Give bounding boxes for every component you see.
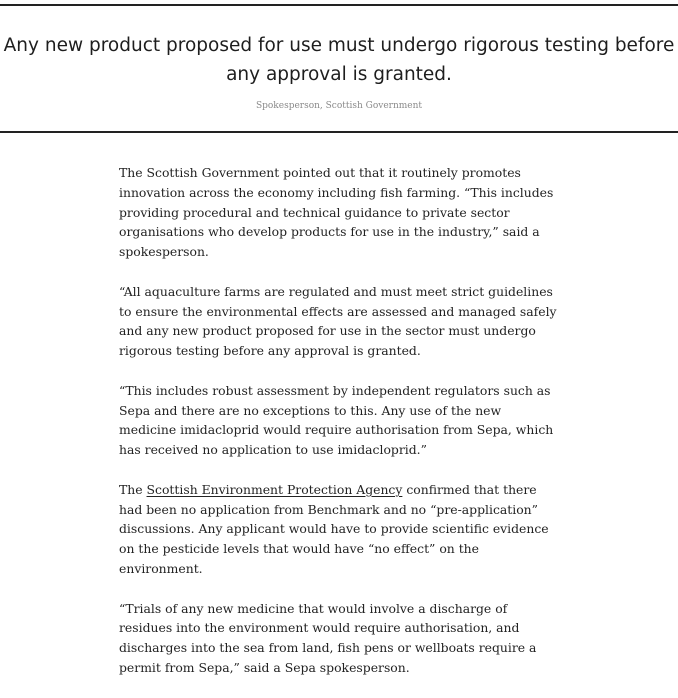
paragraph-text-after-link: confirmed that there had been no application from Benchmark and no “pre-application” discussions. Any applicant would have to provide scientific evidence on the pesticide levels that would have “no effect” on the environment. xyxy=(119,481,549,576)
article-paragraph-3: “This includes robust assessment by independent regulators such as Sepa and there are no exceptions to this. Any use of the new medicine imidacloprid would require authorisation from Sepa, which has received no application to use imidacloprid.” xyxy=(119,382,554,458)
article-paragraph-1: The Scottish Government pointed out that it routinely promotes innovation across the economy including fish farming. “This includes providing procedural and technical guidance to private sector organisations who develop products for use in the industry,” said a spokesperson. xyxy=(119,165,554,260)
article-paragraph-2: “All aquaculture farms are regulated and must meet strict guidelines to ensure the environmental effects are assessed and managed safely and any new product proposed for use in the sector must undergo rigorous testing before any approval is granted. xyxy=(119,283,557,359)
pull-quote xyxy=(0,4,678,133)
paragraph-text-before-link: The xyxy=(119,481,147,497)
article-paragraph-4 xyxy=(119,480,559,579)
pull-quote-text: Any new product proposed for use must undergo rigorous testing before any approval is granted. xyxy=(3,35,675,85)
article-paragraph-5: “Trials of any new medicine that would involve a discharge of residues into the environment would require authorisation, and discharges into the sea from land, fish pens or wellboats require a permit from Sepa,” said a Sepa spokesperson. xyxy=(119,600,537,675)
pull-quote-attribution: Spokesperson, Scottish Government xyxy=(255,101,423,111)
sepa-link[interactable]: Scottish Environment Protection Agency xyxy=(146,481,403,497)
article-body xyxy=(119,163,559,698)
